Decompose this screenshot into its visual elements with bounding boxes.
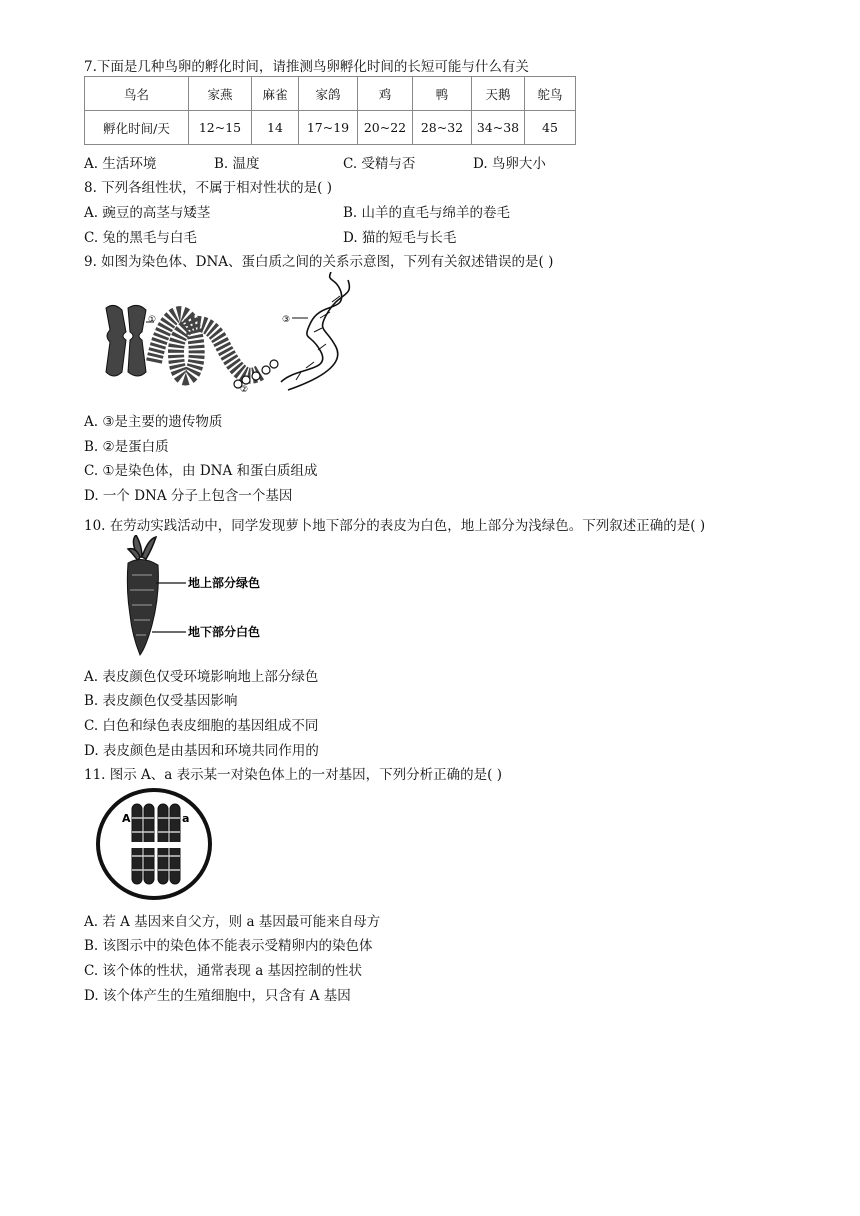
q7-option-d[interactable]: D. 鸟卵大小 <box>473 156 546 172</box>
table-cell: 28~32 <box>413 111 472 145</box>
table-row-bird-names <box>85 77 576 111</box>
radish-figure <box>116 535 276 663</box>
table-cell: 34~38 <box>472 111 525 145</box>
q9-option-d[interactable]: D. 一个 DNA 分子上包含一个基因 <box>84 488 293 504</box>
table-cell: 17~19 <box>299 111 358 145</box>
q8-option-b[interactable]: B. 山羊的直毛与绵羊的卷毛 <box>343 205 511 221</box>
label-3: ③ <box>282 315 291 325</box>
table-cell: 45 <box>525 111 576 145</box>
q10-option-b[interactable]: B. 表皮颜色仅受基因影响 <box>84 693 238 709</box>
q10-option-d[interactable]: D. 表皮颜色是由基因和环境共同作用的 <box>84 743 319 759</box>
table-cell: 鸵鸟 <box>525 77 576 111</box>
table-cell: 14 <box>252 111 299 145</box>
label-below-ground-white: 地下部分白色 <box>188 625 261 639</box>
table-cell: 鸡 <box>358 77 413 111</box>
q11-option-c[interactable]: C. 该个体的性状，通常表现 a 基因控制的性状 <box>84 963 363 979</box>
q9-option-c[interactable]: C. ①是染色体，由 DNA 和蛋白质组成 <box>84 463 318 479</box>
radish-root <box>127 559 158 655</box>
q7-option-c[interactable]: C. 受精与否 <box>343 156 416 172</box>
chromosome-dna-figure <box>96 272 358 402</box>
radish-leaves <box>128 535 156 561</box>
q8-option-c[interactable]: C. 兔的黑毛与白毛 <box>84 230 197 246</box>
row-label-hatch-time: 孵化时间/天 <box>85 111 189 145</box>
q9-option-b[interactable]: B. ②是蛋白质 <box>84 439 169 455</box>
table-cell: 麻雀 <box>252 77 299 111</box>
q11-option-d[interactable]: D. 该个体产生的生殖细胞中，只含有 A 基因 <box>84 988 351 1004</box>
chromosome-pair-figure <box>92 786 216 902</box>
q11-stem: 11. 图示 A、a 表示某一对染色体上的一对基因，下列分析正确的是( ) <box>84 767 502 783</box>
table-cell: 20~22 <box>358 111 413 145</box>
q11-option-b[interactable]: B. 该图示中的染色体不能表示受精卵内的染色体 <box>84 938 373 954</box>
dna-double-helix <box>281 272 349 390</box>
table-cell: 12~15 <box>189 111 252 145</box>
q10-stem: 10. 在劳动实践活动中，同学发现萝卜地下部分的表皮为白色，地上部分为浅绿色。下列叙述正确的是( ) <box>84 518 706 534</box>
q9-stem: 9. 如图为染色体、DNA、蛋白质之间的关系示意图，下列有关叙述错误的是( ) <box>84 254 554 270</box>
table-cell: 天鹅 <box>472 77 525 111</box>
label-2: ② <box>240 385 249 395</box>
q11-option-a[interactable]: A. 若 A 基因来自父方，则 a 基因最可能来自母方 <box>84 914 381 930</box>
label-gene-a: a <box>182 812 190 825</box>
chromosome-shape <box>106 305 146 376</box>
table-cell: 家燕 <box>189 77 252 111</box>
table-cell: 家鸽 <box>299 77 358 111</box>
q9-option-a[interactable]: A. ③是主要的遗传物质 <box>84 414 223 430</box>
table-cell: 鸭 <box>413 77 472 111</box>
q8-option-d[interactable]: D. 猫的短毛与长毛 <box>343 230 457 246</box>
q8-option-a[interactable]: A. 豌豆的高茎与矮茎 <box>84 205 211 221</box>
q7-option-a[interactable]: A. 生活环境 <box>84 156 157 172</box>
hatching-time-table <box>84 76 576 145</box>
q10-option-a[interactable]: A. 表皮颜色仅受环境影响地上部分绿色 <box>84 669 319 685</box>
q7-stem: 7.下面是几种鸟卵的孵化时间，请推测鸟卵孵化时间的长短可能与什么有关 <box>84 59 529 75</box>
coiled-fiber <box>154 314 261 377</box>
q7-option-b[interactable]: B. 温度 <box>214 156 260 172</box>
q8-stem: 8. 下列各组性状，不属于相对性状的是( ) <box>84 180 332 196</box>
q10-option-c[interactable]: C. 白色和绿色表皮细胞的基因组成不同 <box>84 718 319 734</box>
label-1: ① <box>148 315 157 325</box>
label-gene-A: A <box>122 812 131 825</box>
label-above-ground-green: 地上部分绿色 <box>188 576 261 590</box>
row-label-bird-name: 鸟名 <box>85 77 189 111</box>
table-row-hatch-times <box>85 111 576 145</box>
